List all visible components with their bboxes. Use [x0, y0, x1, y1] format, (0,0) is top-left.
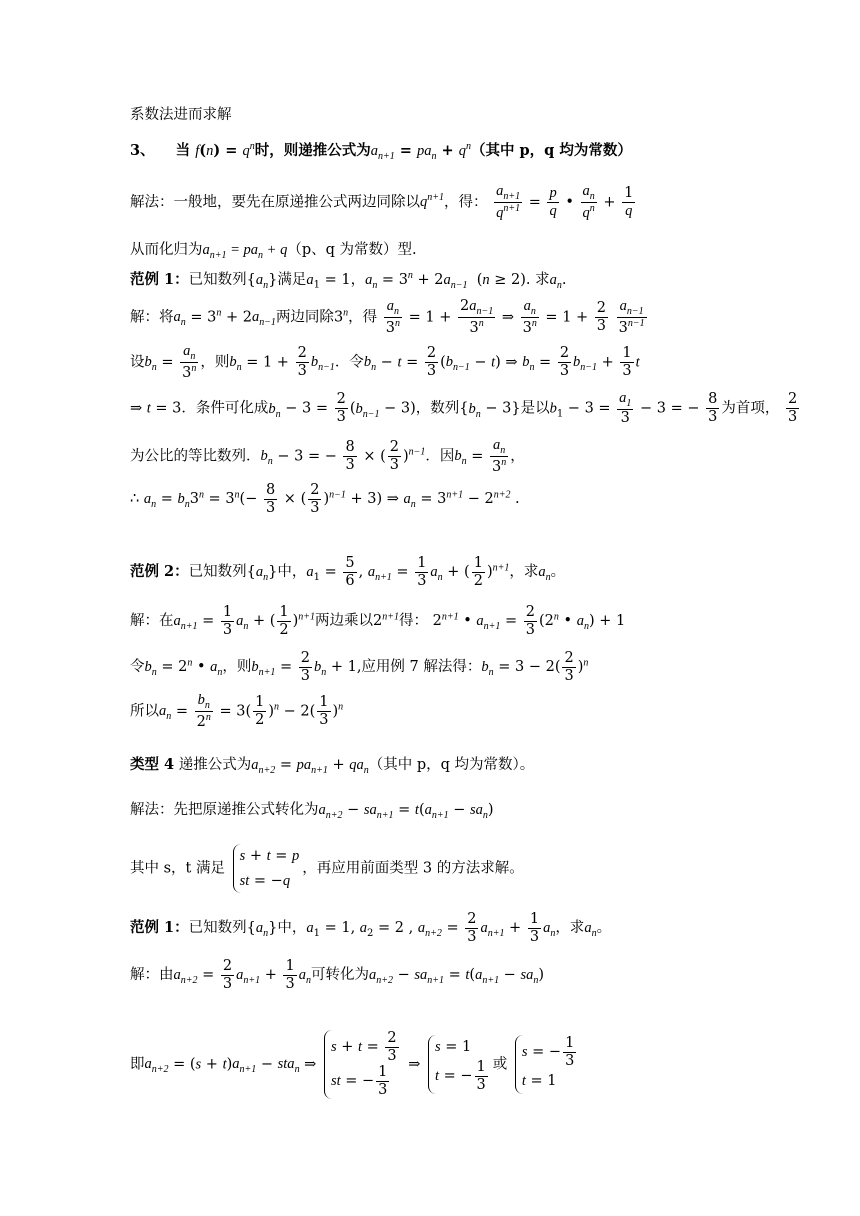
text-line-4: 从而化归为$a_{n+1} = pa_n + q(p$、q 为常数）型.	[130, 242, 417, 261]
example-2-statement: 范例 2：已知数列$\{a_n\}$中，$a_1$ = $\frac{5}{6}$ , $a_{n+1}$ = $\frac{1}{3}$ $a_n$ + ( $\frac{1}{2}$ )$^{n+1}$，求$a_n$。	[130, 555, 566, 589]
type-4-condition: 其中 s，t 满足 s + t = p st = −q ，再应用前面类型 3 的方法求解。	[130, 844, 524, 893]
text-line-3: 解法：一般地，要先在原递推公式两边同除以$q^{n+1}$，得： $\frac{a_{n+1}}{q^{n+1}}$ = $\frac{p}{q}$ • $\frac{a_n}{q^n}$ + $\frac{1}{q}$	[130, 183, 634, 222]
solution-1-line-2: 设$b_n$ = $\frac{a_n}{3^n}$ ，则$b_n = 1$ + $\frac{2}{3}$ $b_{n-1}$．令$b_n - t$ = $\frac{2}{3}$ $(b_{n-1} - t)$ ⇒ $b_n$ = $\frac{2}{3}$ $b_{n-1}$ + $\frac{1}{3}$ t	[130, 343, 640, 382]
example-3-statement: 范例 1：已知数列$\{a_n\}$中，$a_1 = 1$, $a_2 = 2$ , $a_{n+2}$ = $\frac{2}{3}$ $a_{n+1}$ + $\frac{1}{3}$ $a_n$，求$a_n$。	[130, 911, 612, 945]
example-1-statement: 范例 1：已知数列$\{a_n\}$满足$a_1 = 1$，$a_n = 3^n + 2a_{n-1}$ (n ≥ 2). 求$a_n$.	[130, 270, 567, 291]
solution-2-line-1: 解：在$a_{n+1}$ = $\frac{1}{3}$ $a_n$ + ( $\frac{1}{2}$ )$^{n+1}$两边乘以$2^{n+1}$得： $2^{n+1}$ • $a_{n+1}$ = $\frac{2}{3}$ (2$^n$ • $a_n) + 1$	[130, 604, 626, 638]
heading-type-4: 类型 4 递推公式为$a_{n+2} = pa_{n+1} + qa_n$（其中 p，q 均为常数）。	[130, 756, 535, 776]
heading-type-3: 3、 当 $f(n) = q^n$时，则递推公式为$a_{n+1} = pa_n + q^n$（其中 p，q 均为常数）	[130, 141, 632, 162]
solution-3-line-2: 即$a_{n+2} = (s + t)a_{n+1} - sta_n$ ⇒ s + t = $\frac{2}{3}$ st = − $\frac{1}{3}$ ⇒ s = 1 t = − $\frac{1}{3}$ 或 s = − $\frac{1}{3}$ t = 1	[130, 1030, 581, 1099]
solution-2-line-2: 令$b_n = 2^n$ • $a_n$，则$b_{n+1}$ = $\frac{2}{3}$ $b_n + 1$,应用例 7 解法得：$b_n = 3 - 2$( $\frac{2}{3}$ )$^n$	[130, 650, 589, 684]
formula: $q^{n+1}$	[420, 192, 444, 211]
solution-1-line-3: ⇒ t = 3．条件可化成$b_n - 3$ = $\frac{2}{3}$ $(b_{n-1} - 3)$，数列$\{b_n - 3\}$是以$b_1 - 3$ = $\frac{a_1}{3}$ − 3 = − $\frac{8}{3}$ 为首项， $\frac{2}{3}$	[130, 390, 798, 427]
text-line-1	[130, 108, 232, 123]
formula: f	[195, 142, 200, 159]
solution-1-result: ∴ $a_n = b_n3^n = 3^n(-$ $\frac{8}{3}$ × ( $\frac{2}{3}$ )$^{n-1}$ + 3) ⇒ $a_n = 3^{n+1} - 2^{n+2}$ .	[130, 482, 520, 516]
formula: $a_{n+1} = pa_n + q$	[202, 242, 288, 261]
solution-2-result: 所以$a_n$ = $\frac{b_n}{2^n}$ = 3( $\frac{1}{2}$ )$^n$ − 2( $\frac{1}{3}$ )$^n$	[130, 692, 344, 731]
solution-1-line-4: 为公比的等比数列．$b_n - 3$ = − $\frac{8}{3}$ × ( $\frac{2}{3}$ )$^{n-1}$．因$b_n$ = $\frac{a_n}{3^n}$ ，	[130, 437, 525, 476]
solution-1-line-1: 解：将$a_n = 3^n + 2a_{n-1}$两边同除3$^n$，得 $\frac{a_n}{3^n}$ = 1 + $\frac{2a_{n-1}}{3^n}$ ⇒ $\frac{a_n}{3^n}$ = 1 + $\frac{2}{3}$ $\frac{a_{n-1}}{3^{n-1}}$	[130, 298, 645, 337]
solution-3-line-1: 解：由$a_{n+2}$ = $\frac{2}{3}$ $a_{n+1}$ + $\frac{1}{3}$ $a_n$可转化为$a_{n+2} - sa_{n+1} = t(a_{n+1} - sa_n)$	[130, 958, 545, 992]
type-4-method: 解法：先把原递推公式转化为$a_{n+2} - sa_{n+1} = t(a_{n+1} - sa_n)$	[130, 802, 494, 821]
intro-text: 系数法进而求解	[130, 107, 232, 123]
